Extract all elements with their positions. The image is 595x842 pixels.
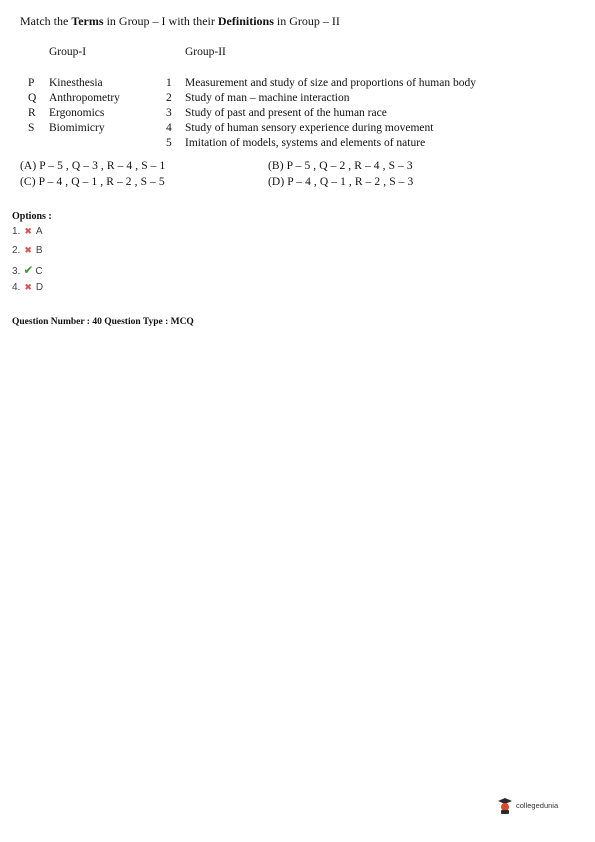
option-number: 2. — [12, 245, 21, 256]
option-item — [12, 263, 43, 277]
option-item — [12, 245, 43, 256]
question-bold-definitions: Definitions — [217, 14, 274, 28]
cross-icon: ✖ — [24, 282, 32, 292]
choice-b: (B) P – 5 , Q – 2 , R – 4 , S – 3 — [268, 160, 413, 172]
group1-term: Ergonomics — [49, 107, 105, 119]
question-meta: Question Number : 40 Question Type : MCQ — [12, 317, 194, 327]
group1-term: Kinesthesia — [49, 77, 103, 89]
cross-icon: ✖ — [24, 245, 32, 255]
option-label: C — [35, 266, 43, 277]
group1-key: Q — [28, 92, 37, 104]
group2-definition: Study of past and present of the human race — [185, 107, 387, 119]
brand-name: collegedunia — [516, 801, 559, 810]
options-title: Options : — [12, 211, 52, 222]
option-number: 3. — [12, 266, 21, 277]
group2-definition: Study of man – machine interaction — [185, 92, 350, 104]
group1-term: Biomimicry — [49, 122, 105, 134]
group1-key: P — [28, 77, 35, 89]
choice-d: (D) P – 4 , Q – 1 , R – 2 , S – 3 — [268, 176, 414, 188]
group1-key: S — [28, 122, 35, 134]
brand-logo — [497, 797, 558, 815]
option-label: D — [35, 282, 44, 293]
option-label: B — [35, 245, 43, 256]
option-number: 1. — [12, 226, 21, 237]
group2-definition: Study of human sensory experience during movement — [185, 122, 434, 134]
question-prefix: Match the — [20, 14, 72, 28]
group1-term: Anthropometry — [49, 92, 120, 104]
question-middle: in Group – I with their — [103, 14, 218, 28]
question-text — [20, 14, 340, 29]
option-label: A — [35, 226, 43, 237]
choice-c: (C) P – 4 , Q – 1 , R – 2 , S – 5 — [20, 176, 165, 188]
check-icon: ✔ — [23, 263, 34, 277]
question-bold-terms: Terms — [71, 14, 104, 28]
cross-icon: ✖ — [24, 226, 32, 236]
group2-key: 2 — [166, 92, 172, 104]
option-item — [12, 226, 43, 237]
group2-key: 4 — [166, 122, 172, 134]
group2-definition: Measurement and study of size and proportions of human body — [185, 77, 476, 89]
group2-key: 5 — [166, 137, 172, 149]
option-item — [12, 282, 43, 293]
group1-heading: Group-I — [49, 46, 87, 58]
group1-key: R — [28, 107, 36, 119]
group2-key: 1 — [166, 77, 172, 89]
question-suffix: in Group – II — [273, 14, 340, 28]
choice-a: (A) P – 5 , Q – 3 , R – 4 , S – 1 — [20, 160, 166, 172]
group2-key: 3 — [166, 107, 172, 119]
graduate-icon — [497, 797, 513, 815]
option-number: 4. — [12, 282, 21, 293]
group2-heading: Group-II — [185, 46, 226, 58]
group2-definition: Imitation of models, systems and elements of nature — [185, 137, 426, 149]
